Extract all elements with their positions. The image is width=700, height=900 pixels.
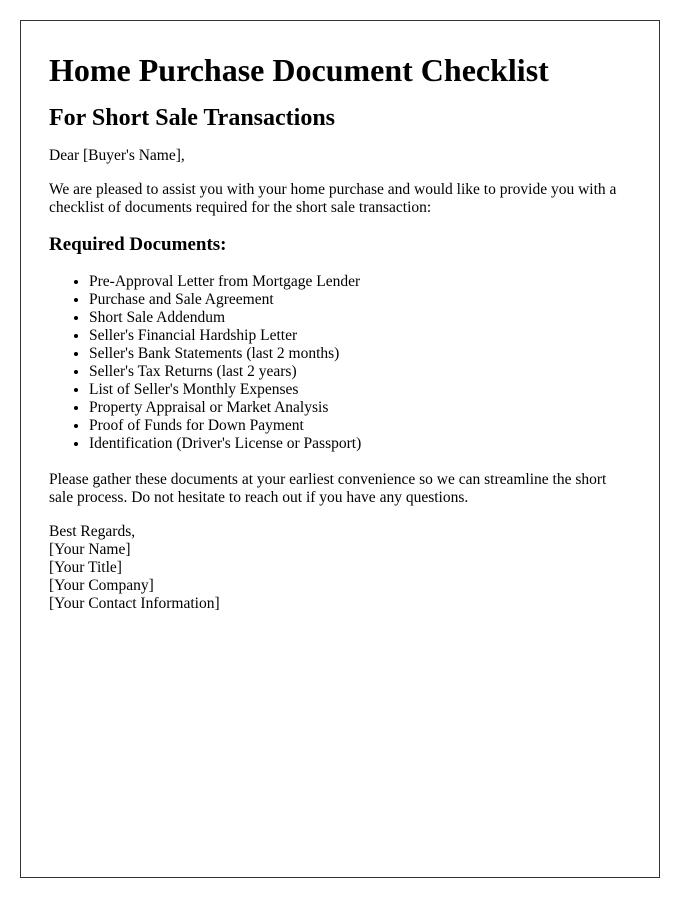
- signer-name: [Your Name]: [49, 541, 131, 558]
- signer-title: [Your Title]: [49, 559, 122, 576]
- letter-page: [20, 20, 660, 878]
- list-item: • Seller's Financial Hardship Letter: [89, 327, 631, 345]
- signature-block: [49, 523, 631, 613]
- letter-content: [21, 21, 659, 613]
- signer-contact: [Your Contact Information]: [49, 595, 220, 612]
- closing-paragraph: Please gather these documents at your earliest convenience so we can streamline the short sale process. Do not hesitate to reach out if you have any questions.: [49, 471, 607, 506]
- list-item: • Purchase and Sale Agreement: [89, 291, 631, 309]
- list-item: • Seller's Bank Statements (last 2 months): [89, 345, 631, 363]
- documents-list: [49, 273, 631, 453]
- document-subtitle: For Short Sale Transactions: [49, 105, 336, 131]
- list-item: • Short Sale Addendum: [89, 309, 631, 327]
- list-item: • Seller's Tax Returns (last 2 years): [89, 363, 631, 381]
- list-item: • List of Seller's Monthly Expenses: [89, 381, 631, 399]
- list-item: • Identification (Driver's License or Passport): [89, 435, 631, 453]
- list-item: • Proof of Funds for Down Payment: [89, 417, 631, 435]
- required-documents-heading: Required Documents:: [49, 234, 227, 255]
- document-title: Home Purchase Document Checklist: [49, 52, 549, 88]
- salutation: Dear [Buyer's Name],: [49, 147, 185, 164]
- list-item: • Property Appraisal or Market Analysis: [89, 399, 631, 417]
- signer-company: [Your Company]: [49, 577, 154, 594]
- sign-off-regards: Best Regards,: [49, 523, 136, 540]
- list-item: • Pre-Approval Letter from Mortgage Lender: [89, 273, 631, 291]
- intro-paragraph: We are pleased to assist you with your home purchase and would like to provide you with a checklist of documents required for the short sale transaction:: [49, 181, 617, 216]
